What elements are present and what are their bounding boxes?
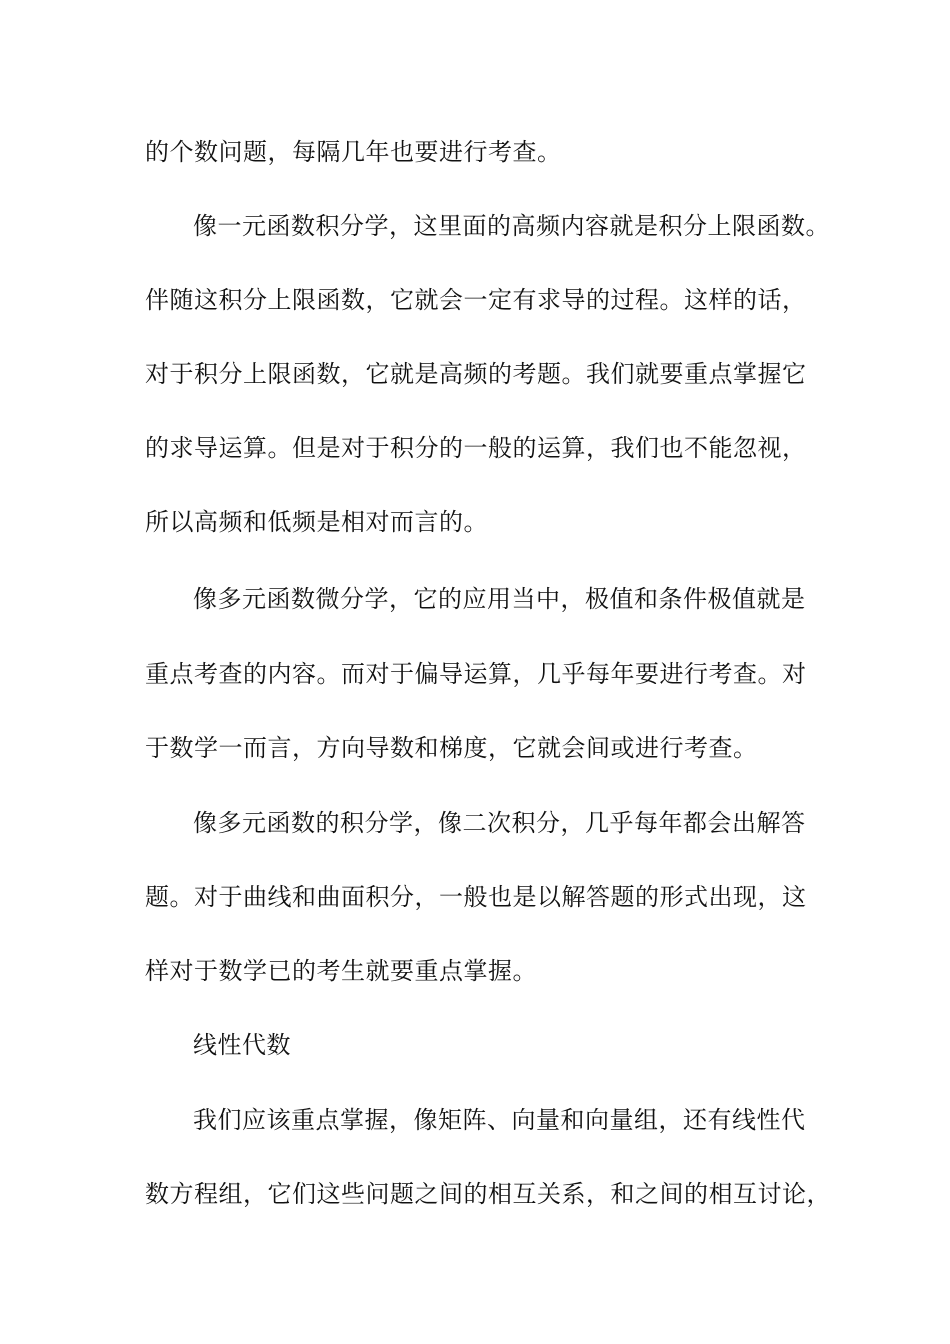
paragraph-first-line: 像一元函数积分学，这里面的高频内容就是积分上限函数。 [193,212,830,240]
section-heading: 线性代数 [193,1031,291,1059]
text-line: 所以高频和低频是相对而言的。 [145,508,488,536]
text-line: 题。对于曲线和曲面积分，一般也是以解答题的形式出现，这 [145,883,807,911]
text-line: 的个数问题，每隔几年也要进行考查。 [145,138,562,166]
text-line: 数方程组，它们这些问题之间的相互关系，和之间的相互讨论， [145,1180,831,1208]
paragraph-first-line: 像多元函数微分学，它的应用当中，极值和条件极值就是 [193,585,806,613]
paragraph-first-line: 我们应该重点掌握，像矩阵、向量和向量组，还有线性代 [193,1106,806,1134]
text-line: 伴随这积分上限函数，它就会一定有求导的过程。这样的话， [145,286,807,314]
text-line: 重点考查的内容。而对于偏导运算，几乎每年要进行考查。对 [145,660,807,688]
text-line: 的求导运算。但是对于积分的一般的运算，我们也不能忽视， [145,434,807,462]
text-line: 对于积分上限函数，它就是高频的考题。我们就要重点掌握它 [145,360,807,388]
text-line: 样对于数学已的考生就要重点掌握。 [145,957,537,985]
paragraph-first-line: 像多元函数的积分学，像二次积分，几乎每年都会出解答 [193,809,806,837]
text-line: 于数学一而言，方向导数和梯度，它就会间或进行考查。 [145,734,758,762]
